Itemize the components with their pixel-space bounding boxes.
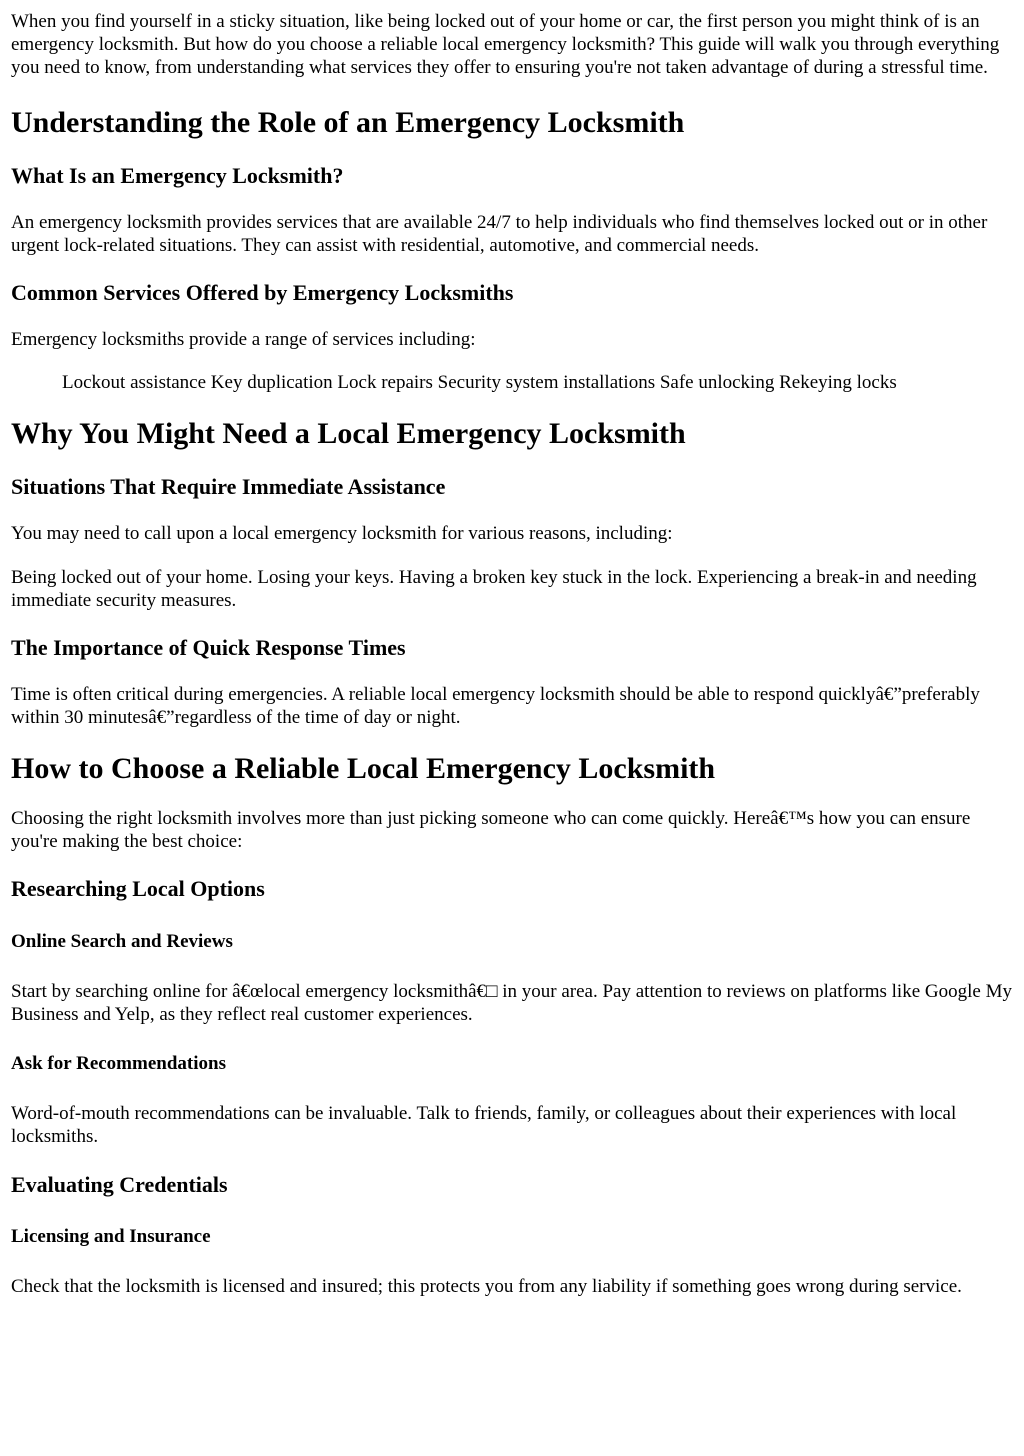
minor-heading-licensing: Licensing and Insurance	[11, 1226, 211, 1247]
paragraph-common-services: Emergency locksmiths provide a range of services including:	[11, 329, 476, 350]
paragraph-response-times: Time is often critical during emergencies. A reliable local emergency locksmith should be able to respond quicklyâ€”preferably within 30 minutesâ€”regardless of the time of day or night.	[11, 684, 980, 728]
subheading-common-services: Common Services Offered by Emergency Locksmiths	[11, 280, 514, 305]
subheading-researching: Researching Local Options	[11, 876, 265, 901]
paragraph-recommendations: Word-of-mouth recommendations can be invaluable. Talk to friends, family, or colleagues about their experiences with local locksmiths.	[11, 1103, 957, 1147]
intro-paragraph: When you find yourself in a sticky situation, like being locked out of your home or car, the first person you might think of is an emergency locksmith. But how do you choose a reliable local emergency locksmith? This guide will walk you through everything you need to know, from understanding what services they offer to ensuring you're not taken advantage of during a stressful time.	[11, 11, 1000, 78]
section-heading-why: Why You Might Need a Local Emergency Locksmith	[11, 417, 686, 450]
paragraph-choose: Choosing the right locksmith involves more than just picking someone who can come quickly. Hereâ€™s how you can ensure you're making the best choice:	[11, 808, 971, 852]
paragraph-online-search: Start by searching online for â€œlocal emergency locksmithâ€□ in your area. Pay attention to reviews on platforms like Google My Business and Yelp, as they reflect real customer experiences.	[11, 981, 1012, 1025]
section-heading-role: Understanding the Role of an Emergency Locksmith	[11, 106, 685, 139]
paragraph-licensing: Check that the locksmith is licensed and insured; this protects you from any liability if something goes wrong during service.	[11, 1276, 962, 1297]
minor-heading-recommendations: Ask for Recommendations	[11, 1053, 226, 1074]
minor-heading-online-search: Online Search and Reviews	[11, 931, 233, 952]
subheading-response-times: The Importance of Quick Response Times	[11, 635, 406, 660]
subheading-what-is: What Is an Emergency Locksmith?	[11, 163, 344, 188]
subheading-credentials: Evaluating Credentials	[11, 1172, 228, 1197]
section-heading-choose: How to Choose a Reliable Local Emergency Locksmith	[11, 752, 716, 785]
subheading-situations: Situations That Require Immediate Assistance	[11, 474, 446, 499]
services-list: Lockout assistance Key duplication Lock repairs Security system installations Safe unlocking Rekeying locks	[62, 372, 897, 393]
situations-list: Being locked out of your home. Losing your keys. Having a broken key stuck in the lock. Experiencing a break-in and needing immediate security measures.	[11, 567, 977, 611]
paragraph-situations: You may need to call upon a local emergency locksmith for various reasons, including:	[11, 523, 673, 544]
paragraph-what-is: An emergency locksmith provides services that are available 24/7 to help individuals who find themselves locked out or in other urgent lock-related situations. They can assist with residential, automotive, and commercial needs.	[11, 212, 988, 256]
article	[0, 10, 1024, 1298]
